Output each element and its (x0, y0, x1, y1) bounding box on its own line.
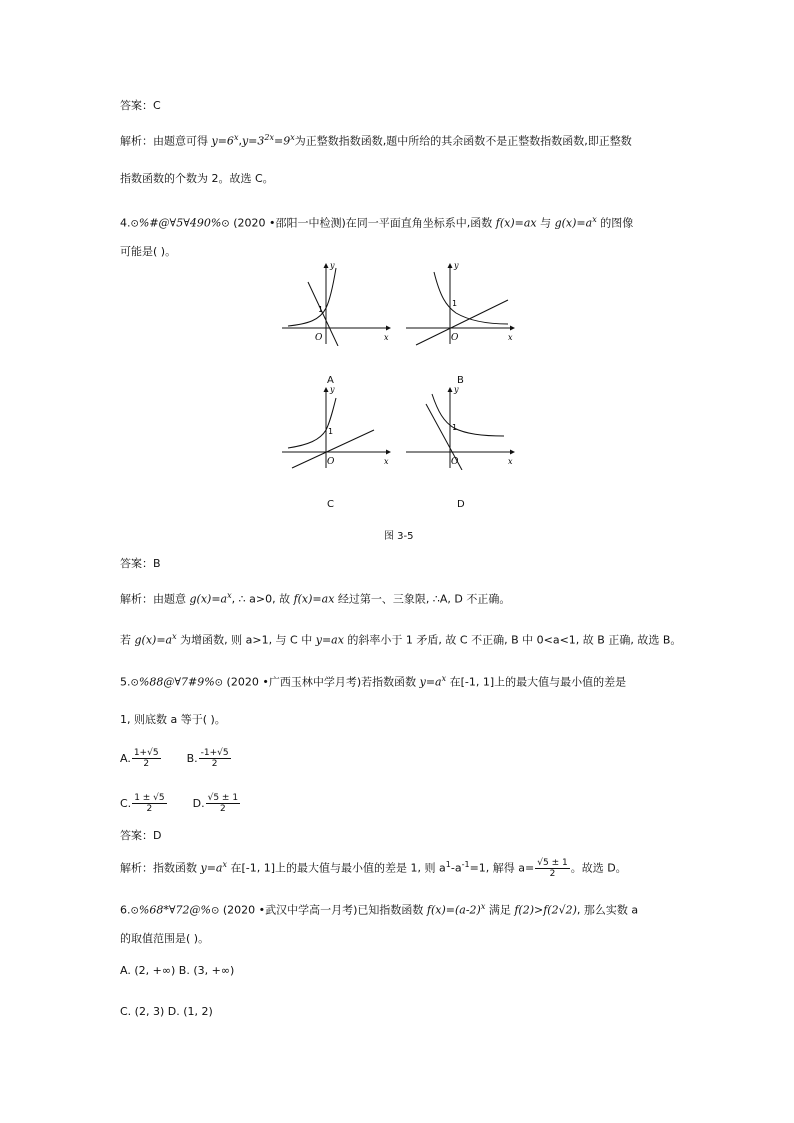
svg-text:O: O (451, 333, 459, 343)
answer-5: 答案：D (120, 829, 162, 842)
svg-text:O: O (327, 457, 335, 467)
option-c: C. $\frac{1 \pm √5}{2}$ (120, 793, 165, 814)
graph-b-label: B (457, 375, 464, 386)
svg-text:x: x (508, 457, 513, 466)
svg-text:1: 1 (318, 305, 324, 314)
answer-3: 答案：C (120, 99, 161, 112)
svg-text:y: y (454, 385, 459, 394)
option-b: B. $\frac{-1+√5}{2}$ (186, 748, 229, 769)
question-source: (2020 •武汉中学高一月考) (222, 903, 358, 917)
q5-options-cd (120, 793, 241, 814)
svg-text:x: x (384, 333, 389, 342)
question-code: %#@∀5∀490% (138, 216, 222, 230)
graph-d (404, 384, 516, 470)
question-code: %88@∀7#9% (138, 675, 215, 689)
analysis-4-line2: 若 $g(x)=a^x$ 为增函数, 则 a>1, 与 C 中 y=ax 的斜率小于 1 矛盾, 故 C 不正确, B 中 0<a<1, 故 B 正确, 故选 B。 (120, 632, 682, 647)
svg-text:y: y (330, 261, 335, 270)
figure-caption: 图 3-5 (384, 531, 414, 542)
graph-a-label: A (327, 375, 334, 386)
graph-c-label: C (327, 499, 334, 510)
q5-options-ab (120, 748, 232, 769)
q6-options-cd: C. (2, 3) D. (1, 2) (120, 1005, 213, 1018)
question-source: (2020 •邵阳一中检测) (233, 216, 346, 230)
question-4: 4.⊙%#@∀5∀490%⊙ (2020 •邵阳一中检测)在同一平面直角坐标系中,函数 f(x)=ax 与 $g(x)=a^x$ 的图像 (120, 215, 634, 230)
analysis-4-line1: 解析：由题意 $g(x)=a^x$, ∴ a>0, 故 f(x)=ax 经过第一、三象限, ∴A, D 不正确。 (120, 591, 511, 606)
analysis-3-line2: 指数函数的个数为 2。故选 C。 (120, 172, 274, 185)
question-source: (2020 •广西玉林中学月考) (226, 675, 362, 689)
option-d: D. $\frac{√5 \pm 1}{2}$ (192, 793, 239, 814)
question-code: %68*∀72@% (138, 903, 211, 917)
svg-text:1: 1 (328, 427, 334, 436)
svg-text:1: 1 (452, 423, 458, 432)
svg-text:y: y (454, 261, 459, 270)
graph-c (280, 384, 392, 470)
svg-text:y: y (330, 385, 335, 394)
question-4-line2: 可能是( )。 (120, 245, 177, 258)
svg-text:x: x (384, 457, 389, 466)
question-6: 6.⊙%68*∀72@%⊙ (2020 •武汉中学高一月考)已知指数函数 $f(x)=(a-2)^x$ 满足 f(2)>f(2√2), 那么实数 a (120, 902, 639, 917)
graph-a (280, 260, 392, 346)
svg-text:O: O (451, 457, 459, 467)
svg-text:O: O (315, 333, 323, 343)
analysis-5: 解析：指数函数 $y=a^x$ 在[-1, 1]上的最大值与最小值的差是 1, 则 $a^1-a^{-1}=1$, 解得 a= $\frac{√5 \pm 1}{2}$ 。故选 D。 (120, 858, 627, 880)
question-5: 5.⊙%88@∀7#9%⊙ (2020 •广西玉林中学月考)若指数函数 $y=a^x$ 在[-1, 1]上的最大值与最小值的差是 (120, 674, 627, 689)
svg-text:x: x (508, 333, 513, 342)
graph-d-label: D (457, 499, 465, 510)
question-6-line2: 的取值范围是( )。 (120, 932, 210, 945)
answer-4: 答案：B (120, 557, 161, 570)
q6-options-ab: A. (2, +∞) B. (3, +∞) (120, 964, 235, 977)
option-a: A. $\frac{1+√5}{2}$ (120, 748, 159, 769)
analysis-3-line1: 解析：由题意可得 $y=6^x,y=3^{2x}=9^x$为正整数指数函数,题中所给的其余函数不是正整数指数函数,即正整数 (120, 133, 632, 148)
graph-b (404, 260, 516, 346)
svg-text:1: 1 (452, 299, 458, 308)
question-5-line2: 1, 则底数 a 等于( )。 (120, 713, 226, 726)
